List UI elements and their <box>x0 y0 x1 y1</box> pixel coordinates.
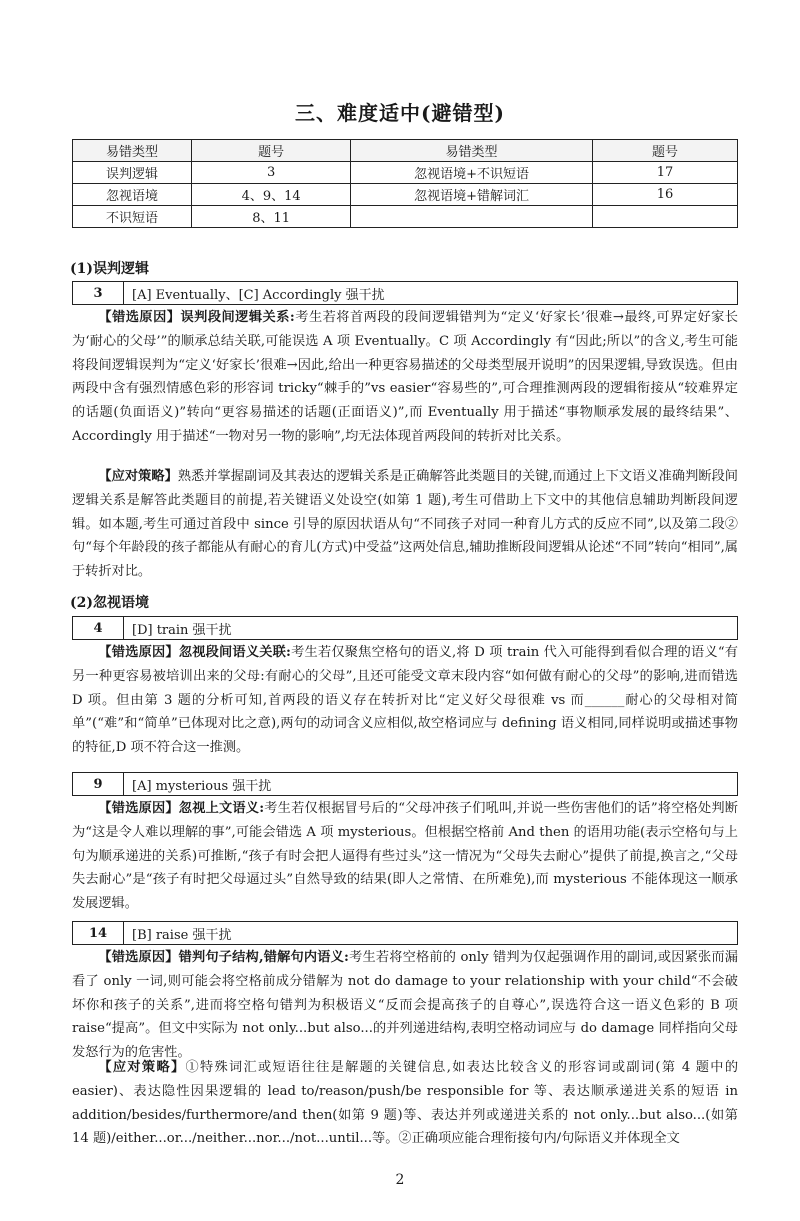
table-cell <box>351 206 593 228</box>
paragraph-label: 【错选原因】误判段间逻辑关系: <box>98 310 295 325</box>
paragraph-error-reason-14 <box>72 946 738 1065</box>
table-cell <box>593 206 738 228</box>
table-cell: 16 <box>593 184 738 206</box>
error-type-table <box>72 139 738 228</box>
question-distractor: [A] Eventually、[C] Accordingly 强干扰 <box>132 287 385 303</box>
table-cell: 17 <box>593 162 738 184</box>
question-distractor: [B] raise 强干扰 <box>132 927 232 943</box>
table-header: 题号 <box>192 140 351 162</box>
table-row <box>73 184 738 206</box>
page-title: 三、难度适中(避错型) <box>295 101 505 125</box>
section-heading-context: (2)忽视语境 <box>70 595 149 611</box>
table-header: 易错类型 <box>73 140 192 162</box>
paragraph-label: 【应对策略】 <box>98 469 178 484</box>
question-distractor: [A] mysterious 强干扰 <box>132 778 272 794</box>
paragraph-strategy-context <box>72 1056 738 1151</box>
paragraph-error-reason-4 <box>72 641 738 760</box>
paragraph-label: 【错选原因】忽视上文语义: <box>98 801 265 816</box>
paragraph-text: 考生若将首两段的段间逻辑错判为“定义‘好家长’很难→最终,可界定好家长为‘耐心的父母’”的顺承总结关联,可能误选 A 项 Eventually。C 项 Accordingly 有“因此;所以”的含义,考生可能将段间逻辑误判为“定义‘好家长’很难→因此,给出一种更容易描述的父母类型展开说明”的因果逻辑,导致误选。但由两段中含有强烈情感色彩的形容词 tricky“棘手的”vs easier“容易些的”,可合理推测两段的逻辑衔接从“较难界定的话题(负面语义)”转向“更容易描述的话题(正面语义)”,而 Eventually 用于描述“事物顺承发展的最终结果”、Accordingly 用于描述“一物对另一物的影响”,均无法体现首两段间的转折对比关系。 <box>72 310 738 444</box>
table-row <box>73 162 738 184</box>
table-cell: 4、9、14 <box>192 184 351 206</box>
paragraph-text: 考生若将空格前的 only 错判为仅起强调作用的副词,或因紧张而漏看了 only 一词,则可能会将空格前成分错解为 not do damage to your relationship with your child“不会破坏你和孩子的关系”,进而将空格句错判为积极语义“反而会提高孩子的自尊心”,误选符合这一语义色彩的 B 项 raise“提高”。但文中实际为 not only...but also...的并列递进结构,表明空格动词应与 do damage 同样指向父母发怒行为的危害性。 <box>72 950 738 1061</box>
table-cell: 误判逻辑 <box>73 162 192 184</box>
question-box-4 <box>72 616 738 640</box>
question-number: 9 <box>73 773 124 795</box>
paragraph-error-reason-9 <box>72 797 738 916</box>
table-header: 易错类型 <box>351 140 593 162</box>
paragraph-text: 考生若仅聚焦空格句的语义,将 D 项 train 代入可能得到看似合理的语义“有另一种更容易被培训出来的父母:有耐心的父母”,且还可能受文章末段内容“如何做有耐心的父母”的影响,进而错选 D 项。但由第 3 题的分析可知,首两段的语义存在转折对比“定义好父母很难 vs 而______耐心的父母相对简单”(“难”和“简单”已体现对比之意),两句的动词含义应相似,故空格词应与 defining 语义相同,同样说明或描述事物的特征,D 项不符合这一推测。 <box>72 645 738 756</box>
paragraph-label: 【错选原因】错判句子结构,错解句内语义: <box>98 950 349 965</box>
table-cell: 3 <box>192 162 351 184</box>
question-number: 14 <box>73 922 124 944</box>
paragraph-label: 【错选原因】忽视段间语义关联: <box>98 645 291 660</box>
paragraph-strategy-3 <box>72 465 738 584</box>
table-cell: 8、11 <box>192 206 351 228</box>
table-row <box>73 206 738 228</box>
table-cell: 忽视语境+不识短语 <box>351 162 593 184</box>
table-header-row <box>73 140 738 162</box>
paragraph-text: 熟悉并掌握副词及其表达的逻辑关系是正确解答此类题目的关键,而通过上下文语义准确判断段间逻辑关系是解答此类题目的前提,若关键语义处设空(如第 1 题),考生可借助上下文中的其他信息辅助判断段间逻辑。如本题,考生可通过首段中 since 引导的原因状语从句“不同孩子对同一种育儿方式的反应不同”,以及第二段②句“每个年龄段的孩子都能从有耐心的育儿(方式)中受益”这两处信息,辅助推断段间逻辑从论述“不同”转向“相同”,属于转折对比。 <box>72 469 738 580</box>
table-cell: 忽视语境 <box>73 184 192 206</box>
paragraph-error-reason-3 <box>72 306 738 449</box>
question-box-3 <box>72 281 738 305</box>
paragraph-text: ①特殊词汇或短语往往是解题的关键信息,如表达比较含义的形容词或副词(第 4 题中的 easier)、表达隐性因果逻辑的 lead to/reason/push/be responsible for 等、表达顺承递进关系的短语 in addition/besides/furthermore/and then(如第 9 题)等、表达并列或递进关系的 not only...but also...(如第 14 题)/either...or.../neither...nor.../not...until...等。②正确项应能合理衔接句内/句际语义并体现全文 <box>72 1060 739 1147</box>
page-number: 2 <box>395 1172 405 1188</box>
question-distractor: [D] train 强干扰 <box>132 622 232 638</box>
question-number: 3 <box>73 282 124 304</box>
paragraph-text: 考生若仅根据冒号后的“父母冲孩子们吼叫,并说一些伤害他们的话”将空格处判断为“这是令人难以理解的事”,可能会错选 A 项 mysterious。但根据空格前 And then 的语用功能(表示空格句与上句为顺承递进的关系)可推断,“孩子有时会把人逼得有些过头”这一情况为“父母失去耐心”提供了前提,换言之,“父母失去耐心”是“孩子有时把父母逼过头”自然导致的结果(即人之常情、在所难免),而 mysterious 不能体现这一顺承发展逻辑。 <box>72 801 738 912</box>
question-number: 4 <box>73 617 124 639</box>
section-heading-logic: (1)误判逻辑 <box>70 261 149 277</box>
question-box-9 <box>72 772 738 796</box>
question-box-14 <box>72 921 738 945</box>
table-cell: 不识短语 <box>73 206 192 228</box>
table-cell: 忽视语境+错解词汇 <box>351 184 593 206</box>
paragraph-label: 【应对策略】 <box>98 1060 186 1075</box>
table-header: 题号 <box>593 140 738 162</box>
